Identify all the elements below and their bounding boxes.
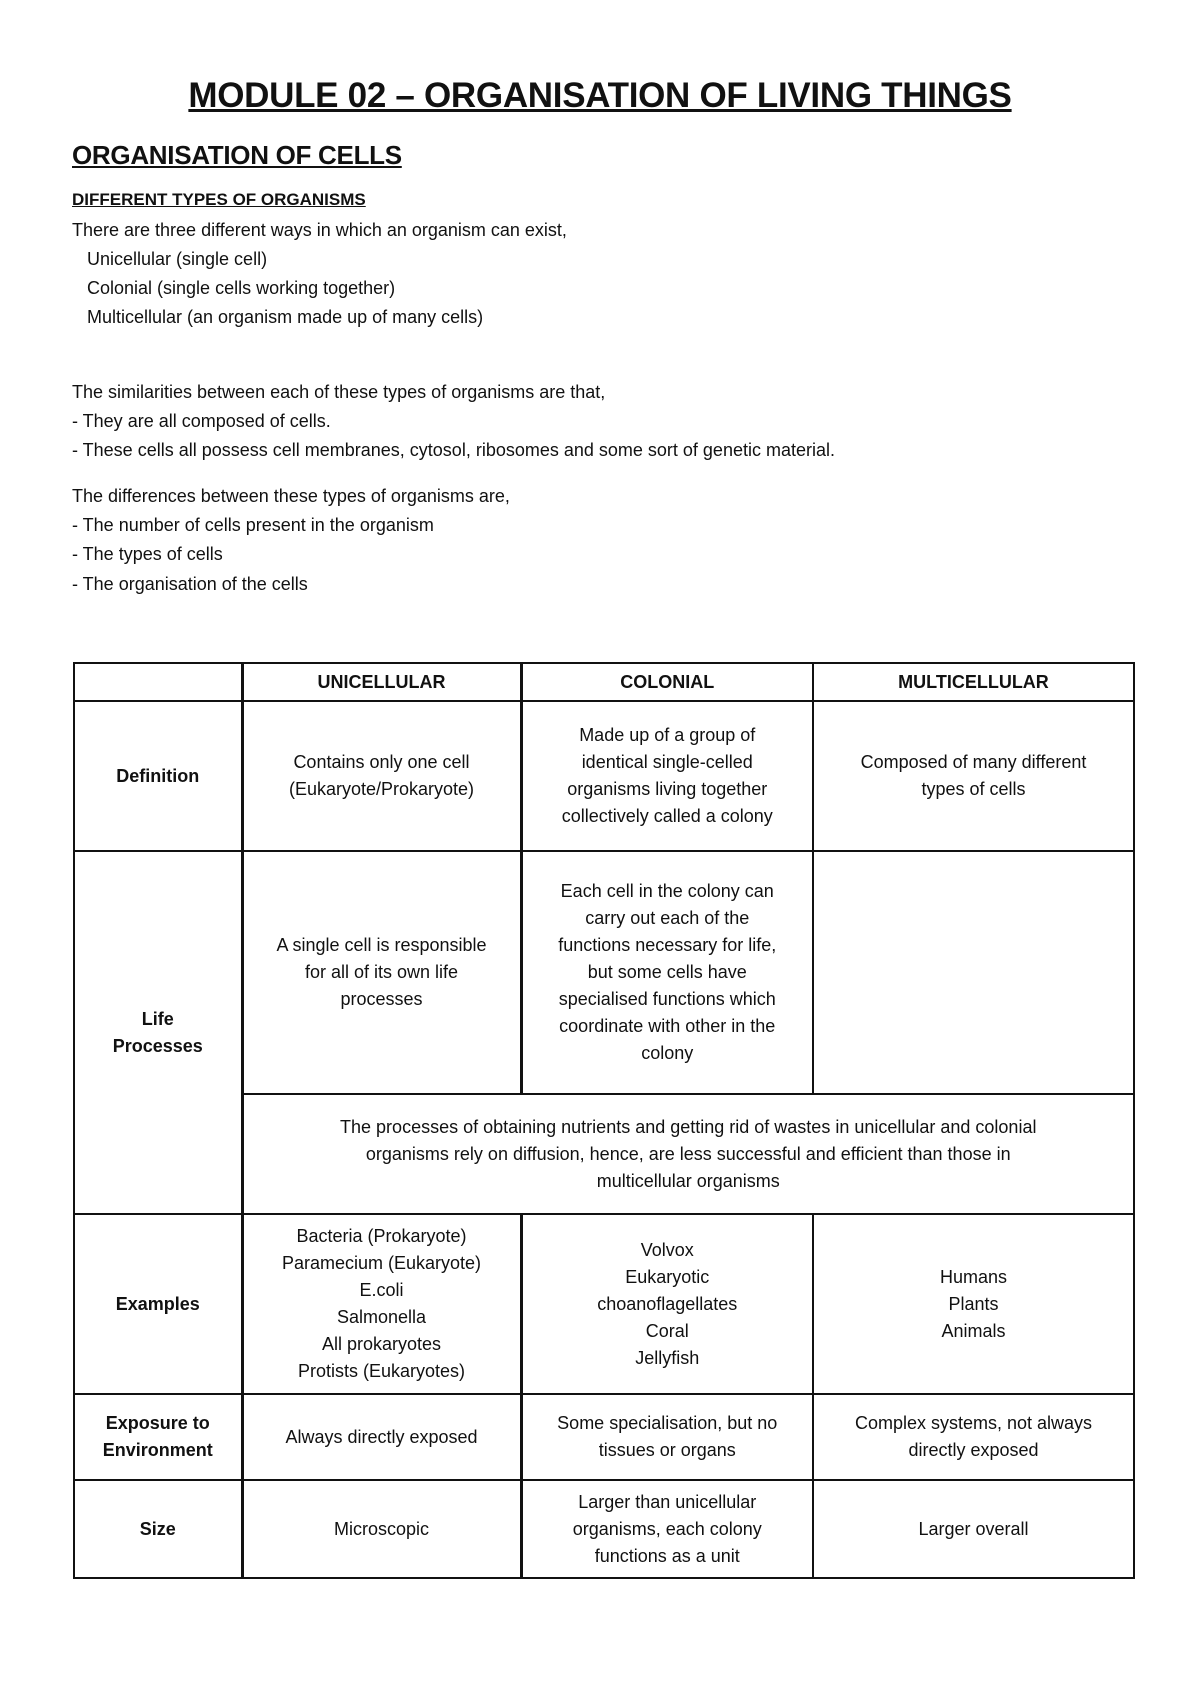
cell-text-line: Some specialisation, but no [557, 1413, 778, 1433]
row-label-life-processes [74, 851, 242, 1214]
cell-text-line: Larger than unicellular [578, 1491, 757, 1512]
cell-text-line: Always directly exposed [285, 1426, 478, 1447]
cell-life-processes-unicellular [242, 851, 521, 1094]
cell-definition-multicellular [813, 701, 1134, 851]
cell-text-line: Salmonella [336, 1307, 427, 1327]
difference-item: - The types of cells [72, 544, 223, 564]
subsection-heading: DIFFERENT TYPES OF ORGANISMS [72, 190, 366, 209]
cell-text-line: Jellyfish [635, 1347, 700, 1368]
cell-definition-unicellular [242, 701, 521, 851]
cell-text-line: Larger overall [918, 1518, 1029, 1539]
differences-intro: The differences between these types of organisms are, [72, 486, 510, 506]
cell-text-line: E.coli [359, 1280, 404, 1300]
cell-text-line: Environment [102, 1440, 213, 1460]
cell-text-line: All prokaryotes [321, 1334, 442, 1354]
cell-text-line: coordinate with other in the [559, 1016, 776, 1036]
cell-life-processes-note [242, 1094, 1134, 1214]
cell-text-line: choanoflagellates [597, 1293, 738, 1314]
type-item-unicellular: Unicellular (single cell) [87, 249, 268, 269]
cell-text-line: types of cells [921, 779, 1026, 799]
similarities-intro: The similarities between each of these types of organisms are that, [72, 382, 606, 402]
cell-text-line: for all of its own life [304, 962, 459, 982]
cell-text-line: organisms living together [567, 779, 768, 799]
similarity-item: - These cells all possess cell membranes, cytosol, ribosomes and some sort of genetic material. [72, 440, 835, 460]
cell-size-unicellular [242, 1480, 521, 1578]
cell-text-line: (Eukaryote/Prokaryote) [288, 779, 475, 799]
type-item-multicellular: Multicellular (an organism made up of many cells) [87, 307, 484, 327]
cell-exposure-colonial [521, 1394, 813, 1480]
cell-text-line: Each cell in the colony can [560, 881, 774, 901]
cell-size-colonial [521, 1480, 813, 1578]
cell-examples-colonial [521, 1214, 813, 1394]
difference-item: - The organisation of the cells [72, 574, 308, 594]
cell-text-line: Contains only one cell [293, 752, 470, 772]
cell-text-line: Protists (Eukaryotes) [297, 1361, 466, 1381]
cell-examples-unicellular [242, 1214, 521, 1394]
cell-text-line: multicellular organisms [596, 1170, 780, 1191]
row-label-exposure [74, 1394, 242, 1480]
intro-text: There are three different ways in which an organism can exist, [72, 220, 567, 240]
type-item-colonial: Colonial (single cells working together) [87, 278, 396, 298]
cell-text-line: organisms, each colony [572, 1518, 762, 1539]
cell-text-line: Complex systems, not always [854, 1413, 1093, 1433]
cell-text-line: Life [141, 1008, 174, 1029]
cell-text-line: Paramecium (Eukaryote) [281, 1253, 482, 1273]
cell-text-line: Volvox [640, 1239, 694, 1260]
header-colonial: COLONIAL [521, 663, 813, 701]
cell-exposure-multicellular [813, 1394, 1134, 1480]
cell-text-line: Humans [939, 1266, 1008, 1287]
cell-text-line: Exposure to [105, 1413, 210, 1433]
page-title: MODULE 02 – ORGANISATION OF LIVING THINGS [188, 76, 1012, 115]
cell-text-line: Composed of many different [860, 752, 1087, 772]
cell-text-line: carry out each of the [585, 908, 750, 928]
cell-text-line: Plants [948, 1293, 999, 1314]
cell-life-processes-colonial [521, 851, 813, 1094]
cell-text-line: collectively called a colony [561, 806, 773, 826]
table-header-row [74, 663, 1134, 701]
cell-text-line: Coral [645, 1320, 689, 1341]
header-empty-cell [74, 663, 242, 701]
table-row-exposure [74, 1394, 1134, 1480]
cell-text-line: functions necessary for life, [558, 935, 777, 955]
cell-text-line: Bacteria (Prokaryote) [296, 1226, 467, 1246]
cell-exposure-unicellular [242, 1394, 521, 1480]
table-row-size [74, 1480, 1134, 1578]
cell-text-line: but some cells have [587, 962, 747, 982]
cell-text-line: processes [340, 989, 423, 1009]
header-unicellular: UNICELLULAR [242, 663, 521, 701]
similarity-item: - They are all composed of cells. [72, 411, 331, 431]
cell-definition-colonial [521, 701, 813, 851]
cell-text-line: Microscopic [333, 1518, 430, 1539]
cell-text-line: Processes [112, 1035, 203, 1056]
cell-size-multicellular [813, 1480, 1134, 1578]
cell-text-line: Made up of a group of [579, 725, 756, 745]
cell-examples-multicellular [813, 1214, 1134, 1394]
table-row-examples [74, 1214, 1134, 1394]
cell-text-line: Eukaryotic [625, 1266, 710, 1287]
organism-comparison-table [73, 662, 1135, 1579]
table-row-life-processes [74, 851, 1134, 1094]
section-heading: ORGANISATION OF CELLS [72, 140, 402, 170]
header-multicellular: MULTICELLULAR [813, 663, 1134, 701]
cell-text-line: identical single-celled [581, 752, 753, 772]
cell-text-line: functions as a unit [594, 1545, 740, 1566]
table-row-definition [74, 701, 1134, 851]
cell-text-line: A single cell is responsible [276, 935, 487, 955]
cell-text-line: directly exposed [908, 1440, 1039, 1460]
row-label-size: Size [74, 1480, 242, 1578]
cell-text-line: tissues or organs [598, 1440, 736, 1460]
cell-text-line: organisms rely on diffusion, hence, are less successful and efficient than those in [365, 1143, 1011, 1164]
cell-life-processes-multicellular [813, 851, 1134, 1094]
cell-text-line: Animals [941, 1320, 1006, 1341]
row-label-definition: Definition [74, 701, 242, 851]
cell-text-line: colony [641, 1043, 694, 1063]
cell-text-line: specialised functions which [558, 989, 776, 1009]
cell-text-line: The processes of obtaining nutrients and getting rid of wastes in unicellular and colonial [340, 1116, 1037, 1137]
row-label-examples: Examples [74, 1214, 242, 1394]
difference-item: - The number of cells present in the organism [72, 515, 434, 535]
